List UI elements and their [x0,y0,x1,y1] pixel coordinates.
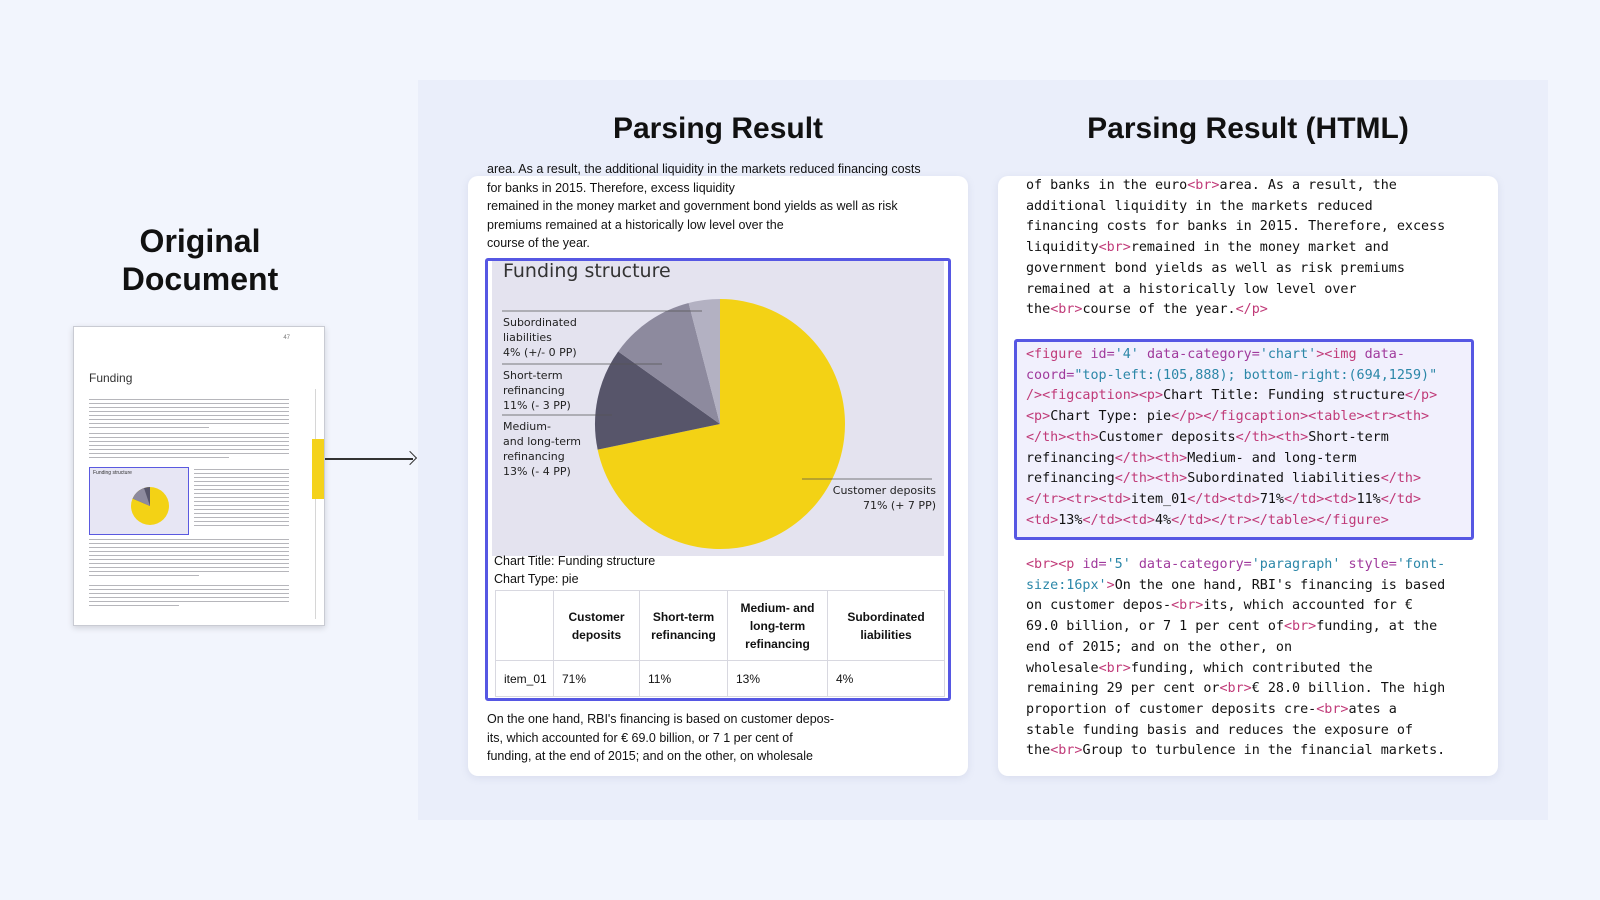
arrow-line [325,458,413,460]
label-line: 4% (+/- 0 PP) [503,346,577,359]
label-line: 13% (- 4 PP) [503,465,571,478]
parsing-result-card [468,162,968,776]
parsing-html-title: Parsing Result (HTML) [1087,112,1409,145]
text-line: remained in the money market and government bond yields as well as risk [487,199,898,213]
text-line: its, which accounted for € 69.0 billion, or 7 1 per cent of [487,730,793,745]
text-line: course of the year. [487,236,590,250]
chart-figure-box [485,258,951,701]
html-code-figure: <figure id='4' data-category='chart'><img data- coord="top-left:(105,888); bottom-right:(694,1259)" /><figcaption><p>Chart Title: Funding structure</p> <p>Chart Type: pie</p></figcaption><table><tr><th> </th><th>Customer deposits</th><th>Short-term refinancing</th><th>Medium- and long-term refinancing</th><th>Subordinated liabilities</th> </tr><tr><td>item_01</td><td>71%</td><td>11%</td> <td>13%</td><td>4%</td></tr></table></figure> [1026,347,1438,528]
table-cell: 4% [828,661,945,697]
label-short-term [503,368,571,413]
text-line: funding, at the end of 2015; and on the other, on wholesale [487,749,813,763]
table-cell: 13% [728,661,828,697]
chart-type-line: Chart Type: pie [494,572,579,586]
label-line: Medium- [503,420,551,433]
text-line: for banks in 2015. Therefore, excess liquidity [487,180,735,195]
text-line: premiums remained at a historically low level over the [487,217,784,232]
label-line: refinancing [503,450,565,463]
label-line: 11% (- 3 PP) [503,399,571,412]
parsing-result-title: Parsing Result [612,112,824,145]
thumbnail-side-tab [312,439,324,499]
label-line: Subordinated [503,316,577,329]
table-cell: item_01 [496,661,554,697]
thumbnail-text-block [89,399,289,431]
bottom-paragraph [487,710,947,766]
top-paragraph [487,160,947,253]
chart-image [492,261,944,556]
original-document-thumbnail [73,326,325,626]
original-document-title [95,222,305,298]
label-customer [833,483,936,513]
label-line: refinancing [503,384,565,397]
parsed-table [495,590,945,697]
label-line: liabilities [503,331,552,344]
text-line: On the one hand, RBI's financing is based on customer depos- [487,712,835,726]
thumbnail-chart-title: Funding structure [93,470,132,476]
label-line: and long-term [503,435,582,448]
html-code-paragraph: <br><p id='5' data-category='paragraph' style='font- size:16px'>On the one hand, RBI's financing is based on customer depos-<br>its, which accounted for € 69.0 billion, or 7 1 per cent of<br>funding, at the end of 2015; and on the other, on wholesale<br>funding, which contributed the remaining 29 per cent or<br>€ 28.0 billion. The high proportion of customer deposits cre-<br>ates a stable funding basis and reduces the exposure of the<br>Group to turbulence in the financial markets. [1026,557,1446,759]
parsing-html-card [998,176,1498,776]
thumbnail-page-number: 47 [283,335,290,341]
original-title-line-2: Document [121,261,279,297]
table-header: Customer deposits [554,591,640,661]
label-line: Customer deposits [832,484,936,497]
table-header-row [496,591,945,661]
html-code-top: of banks in the euro<br>area. As a result, the additional liquidity in the markets reduced financing costs for banks in 2015. Therefore, excess liquidity<br>remained in the money market and government bond yields as well as risk premiums remained at a historically low level over the<br>course of the year.</p> [1026,178,1446,318]
label-line: Short-term [503,369,563,382]
table-cell: 71% [554,661,640,697]
label-medium [503,419,581,479]
table-header: Short-term refinancing [640,591,728,661]
thumbnail-text-block [89,539,289,579]
arrow-head-icon [403,451,417,465]
table-header: Medium- and long-term refinancing [728,591,828,661]
thumbnail-chart [89,467,189,535]
thumbnail-heading: Funding [89,371,133,385]
table-header: Subordinated liabilities [828,591,945,661]
table-row [496,661,945,697]
thumbnail-side-rule [315,389,316,619]
chart-title-line: Chart Title: Funding structure [494,554,656,568]
thumbnail-pie [90,468,190,536]
thumbnail-text-block [194,469,289,529]
label-subordinated [503,315,577,360]
table-header [496,591,554,661]
label-line: 71% (+ 7 PP) [862,499,936,512]
table-cell: 11% [640,661,728,697]
original-title-line-1: Original [139,223,261,259]
thumbnail-text-block [89,585,289,609]
thumbnail-text-block [89,433,289,461]
text-line: area. As a result, the additional liquidity in the markets reduced financing costs [487,162,921,176]
chart-title: Funding structure [503,260,671,282]
